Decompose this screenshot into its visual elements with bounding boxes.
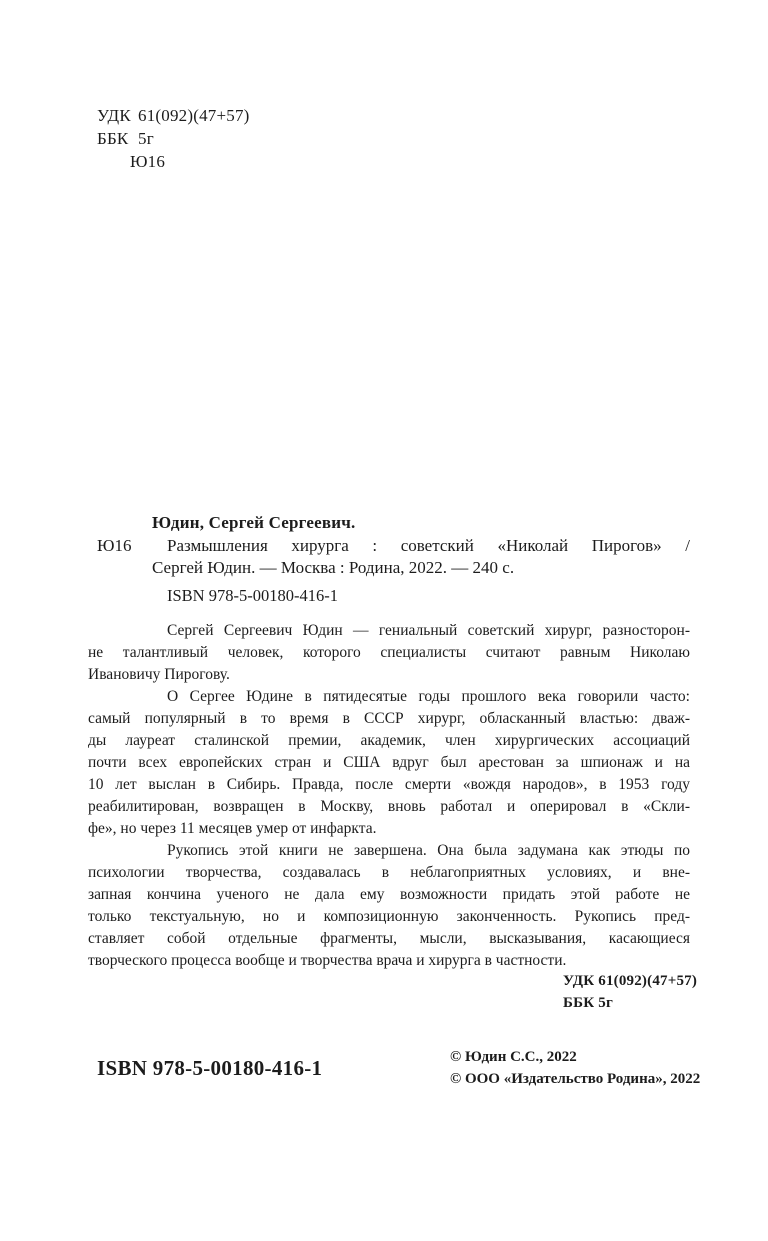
copyright-line-publisher: © ООО «Издательство Родина», 2022 [450, 1071, 701, 1087]
bib-isbn: ISBN 978-5-00180-416-1 [167, 586, 338, 605]
annotation-block [88, 620, 690, 972]
annotation-line: психологии творчества, создавалась в неблагоприятных условиях, и вне- [88, 864, 690, 881]
annotation-line: почти всех европейских стран и США вдруг был арестован за шпионаж и на [88, 754, 690, 771]
annotation-line: 10 лет выслан в Сибирь. Правда, после смерти «вождя народов», в 1953 году [88, 776, 690, 793]
annotation-line: Ивановичу Пирогову. [88, 666, 230, 683]
author-sign: Ю16 [130, 152, 166, 171]
annotation-line: ставляет собой отдельные фрагменты, мысли, высказывания, касающиеся [88, 930, 690, 947]
annotation-line: только текстуальную, но и композиционную законченность. Рукопись пред- [88, 908, 690, 925]
copyright-block [450, 1046, 700, 1090]
annotation-line: реабилитирован, возвращен в Москву, вновь работал и оперировал в «Скли- [88, 798, 690, 815]
bib-author: Юдин, Сергей Сергеевич. [152, 513, 356, 532]
bbk-top-line [97, 127, 250, 150]
annotation-line: О Сергее Юдине в пятидесятые годы прошлого века говорили часто: [167, 688, 690, 705]
copyright-line-author: © Юдин С.С., 2022 [450, 1049, 577, 1065]
annotation-line: творческого процесса вообще и творчества врача и хирурга в частности. [88, 952, 567, 969]
bottom-codes-block [563, 970, 697, 1014]
bib-title-line-2: Сергей Юдин. — Москва : Родина, 2022. — 240 с. [152, 558, 515, 577]
annotation-line: самый популярный в то время в СССР хирург, обласканный властью: дваж- [88, 710, 690, 727]
udk-label: УДК [97, 106, 131, 125]
annotation-line: не талантливый человек, которого специалисты считают равным Николаю [88, 644, 690, 661]
top-codes-block [97, 104, 250, 173]
annotation-line: ды лауреат сталинской премии, академик, член хирургических ассоциаций [88, 732, 690, 749]
bbk-value: 5г [138, 129, 154, 148]
bib-title-line-1: Размышления хирурга : советский «Николай Пирогов» / [167, 536, 690, 555]
bbk-label: ББК [97, 129, 129, 148]
udk-top-line [97, 104, 250, 127]
udk-value: 61(092)(47+57) [138, 106, 250, 125]
annotation-line: фе», но через 11 месяцев умер от инфаркта. [88, 820, 377, 837]
bbk-bottom-line: ББК 5г [563, 995, 613, 1011]
udk-bottom-line: УДК 61(092)(47+57) [563, 973, 698, 989]
annotation-line: запная кончина ученого не дала ему возможности придать этой работе не [88, 886, 690, 903]
footer-isbn: ISBN 978-5-00180-416-1 [97, 1056, 323, 1080]
annotation-line: Сергей Сергеевич Юдин — гениальный советский хирург, разносторон- [167, 622, 690, 639]
bib-margin-code: Ю16 [97, 536, 132, 555]
annotation-line: Рукопись этой книги не завершена. Она была задумана как этюды по [167, 842, 690, 859]
